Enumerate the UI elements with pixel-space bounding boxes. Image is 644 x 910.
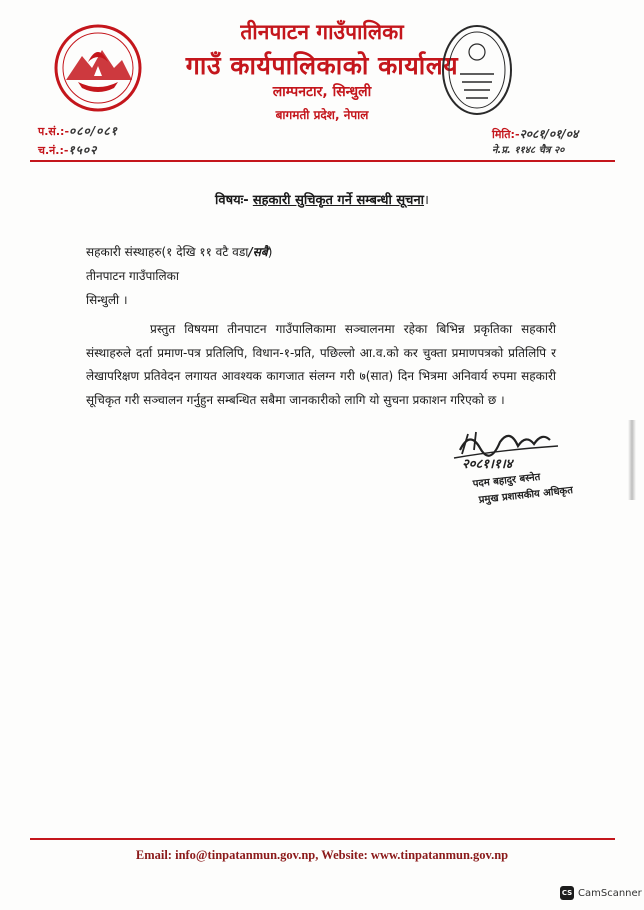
signature-date: २०८१।१।४ [462, 457, 513, 472]
subject-label: विषयः- [215, 193, 249, 208]
camscanner-icon: CS [560, 886, 574, 900]
addressee-line-1-suffix: ) [267, 245, 273, 259]
notice-paragraph: प्रस्तुत विषयमा तीनपाटन गाउँपालिकामा सञ्चालनमा रहेका बिभिन्न प्रकृतिका सहकारी संस्थाहरुले दर्ता प्रमाण-पत्र प्रतिलिपि, विधान-१-प्रति, पछिल्लो आ.व.को कर चुक्ता प्रमाणपत्रको प्रतिलिपि र लेखापरिक्षण प्रतिवेदन लगायत आवश्यक कागजात संलग्न गरी ७(सात) दिन भित्रमा अनिवार्य रुपमा सहकारी सूचिकृत गरी सञ्चालन गर्नुहुन सम्बन्धित सबैमा जानकारीको लागि यो सुचना प्रकाशन गरिएको छ । [86, 322, 556, 407]
addressee-block [86, 240, 272, 312]
reference-block [38, 122, 118, 160]
signatory-title: प्रमुख प्रशासकीय अधिकृत [478, 485, 574, 506]
camscanner-watermark [560, 886, 642, 900]
office-name: गाउँ कार्यपालिकाको कार्यालय [185, 51, 459, 80]
signatory-name: पदम बहादुर बस्नेत [472, 471, 541, 490]
office-seal-icon [440, 22, 514, 118]
addressee-line-3: सिन्धुली । [86, 293, 128, 307]
notice-body [86, 318, 556, 412]
dispatch-value: १५०२ [68, 143, 98, 157]
fiscal-year-value: ०८०/०८१ [69, 124, 118, 138]
footer-contact: Email: info@tinpatanmun.gov.np, Website: www.tinpatanmun.gov.np [135, 848, 509, 862]
fiscal-year-row [38, 122, 118, 141]
date-block [492, 126, 578, 159]
subject-line [0, 190, 644, 208]
date-label: मिति:- [492, 128, 520, 141]
addressee-line-2: तीनपाटन गाउँपालिका [86, 269, 179, 283]
footer-divider [30, 838, 615, 840]
province-name: बागमती प्रदेश, नेपाल [275, 108, 369, 122]
registration-note: ने.प्र. ११४८ चैत्र २० [492, 145, 565, 156]
header-divider [30, 160, 615, 162]
subject-text: सहकारी सुचिकृत गर्ने सम्बन्धी सूचना [252, 193, 425, 208]
office-location: लाम्पनटार, सिन्धुली [272, 84, 372, 100]
fiscal-year-label: प.सं.:- [38, 125, 70, 138]
dispatch-row [38, 141, 118, 160]
camscanner-label: CamScanner [578, 887, 642, 899]
scan-shadow [628, 420, 636, 500]
subject-end: । [424, 193, 429, 208]
addressee-line-1-hand: /सबै [248, 245, 268, 259]
addressee-line-1-prefix: सहकारी संस्थाहरु(१ देखि ११ वटै वडा [86, 245, 249, 259]
municipality-name: तीनपाटन गाउँपालिका [240, 20, 404, 44]
addressee-line-1 [86, 240, 272, 264]
dispatch-label: च.नं.:- [38, 144, 69, 157]
date-value: २०८१/०१/०४ [519, 127, 579, 141]
